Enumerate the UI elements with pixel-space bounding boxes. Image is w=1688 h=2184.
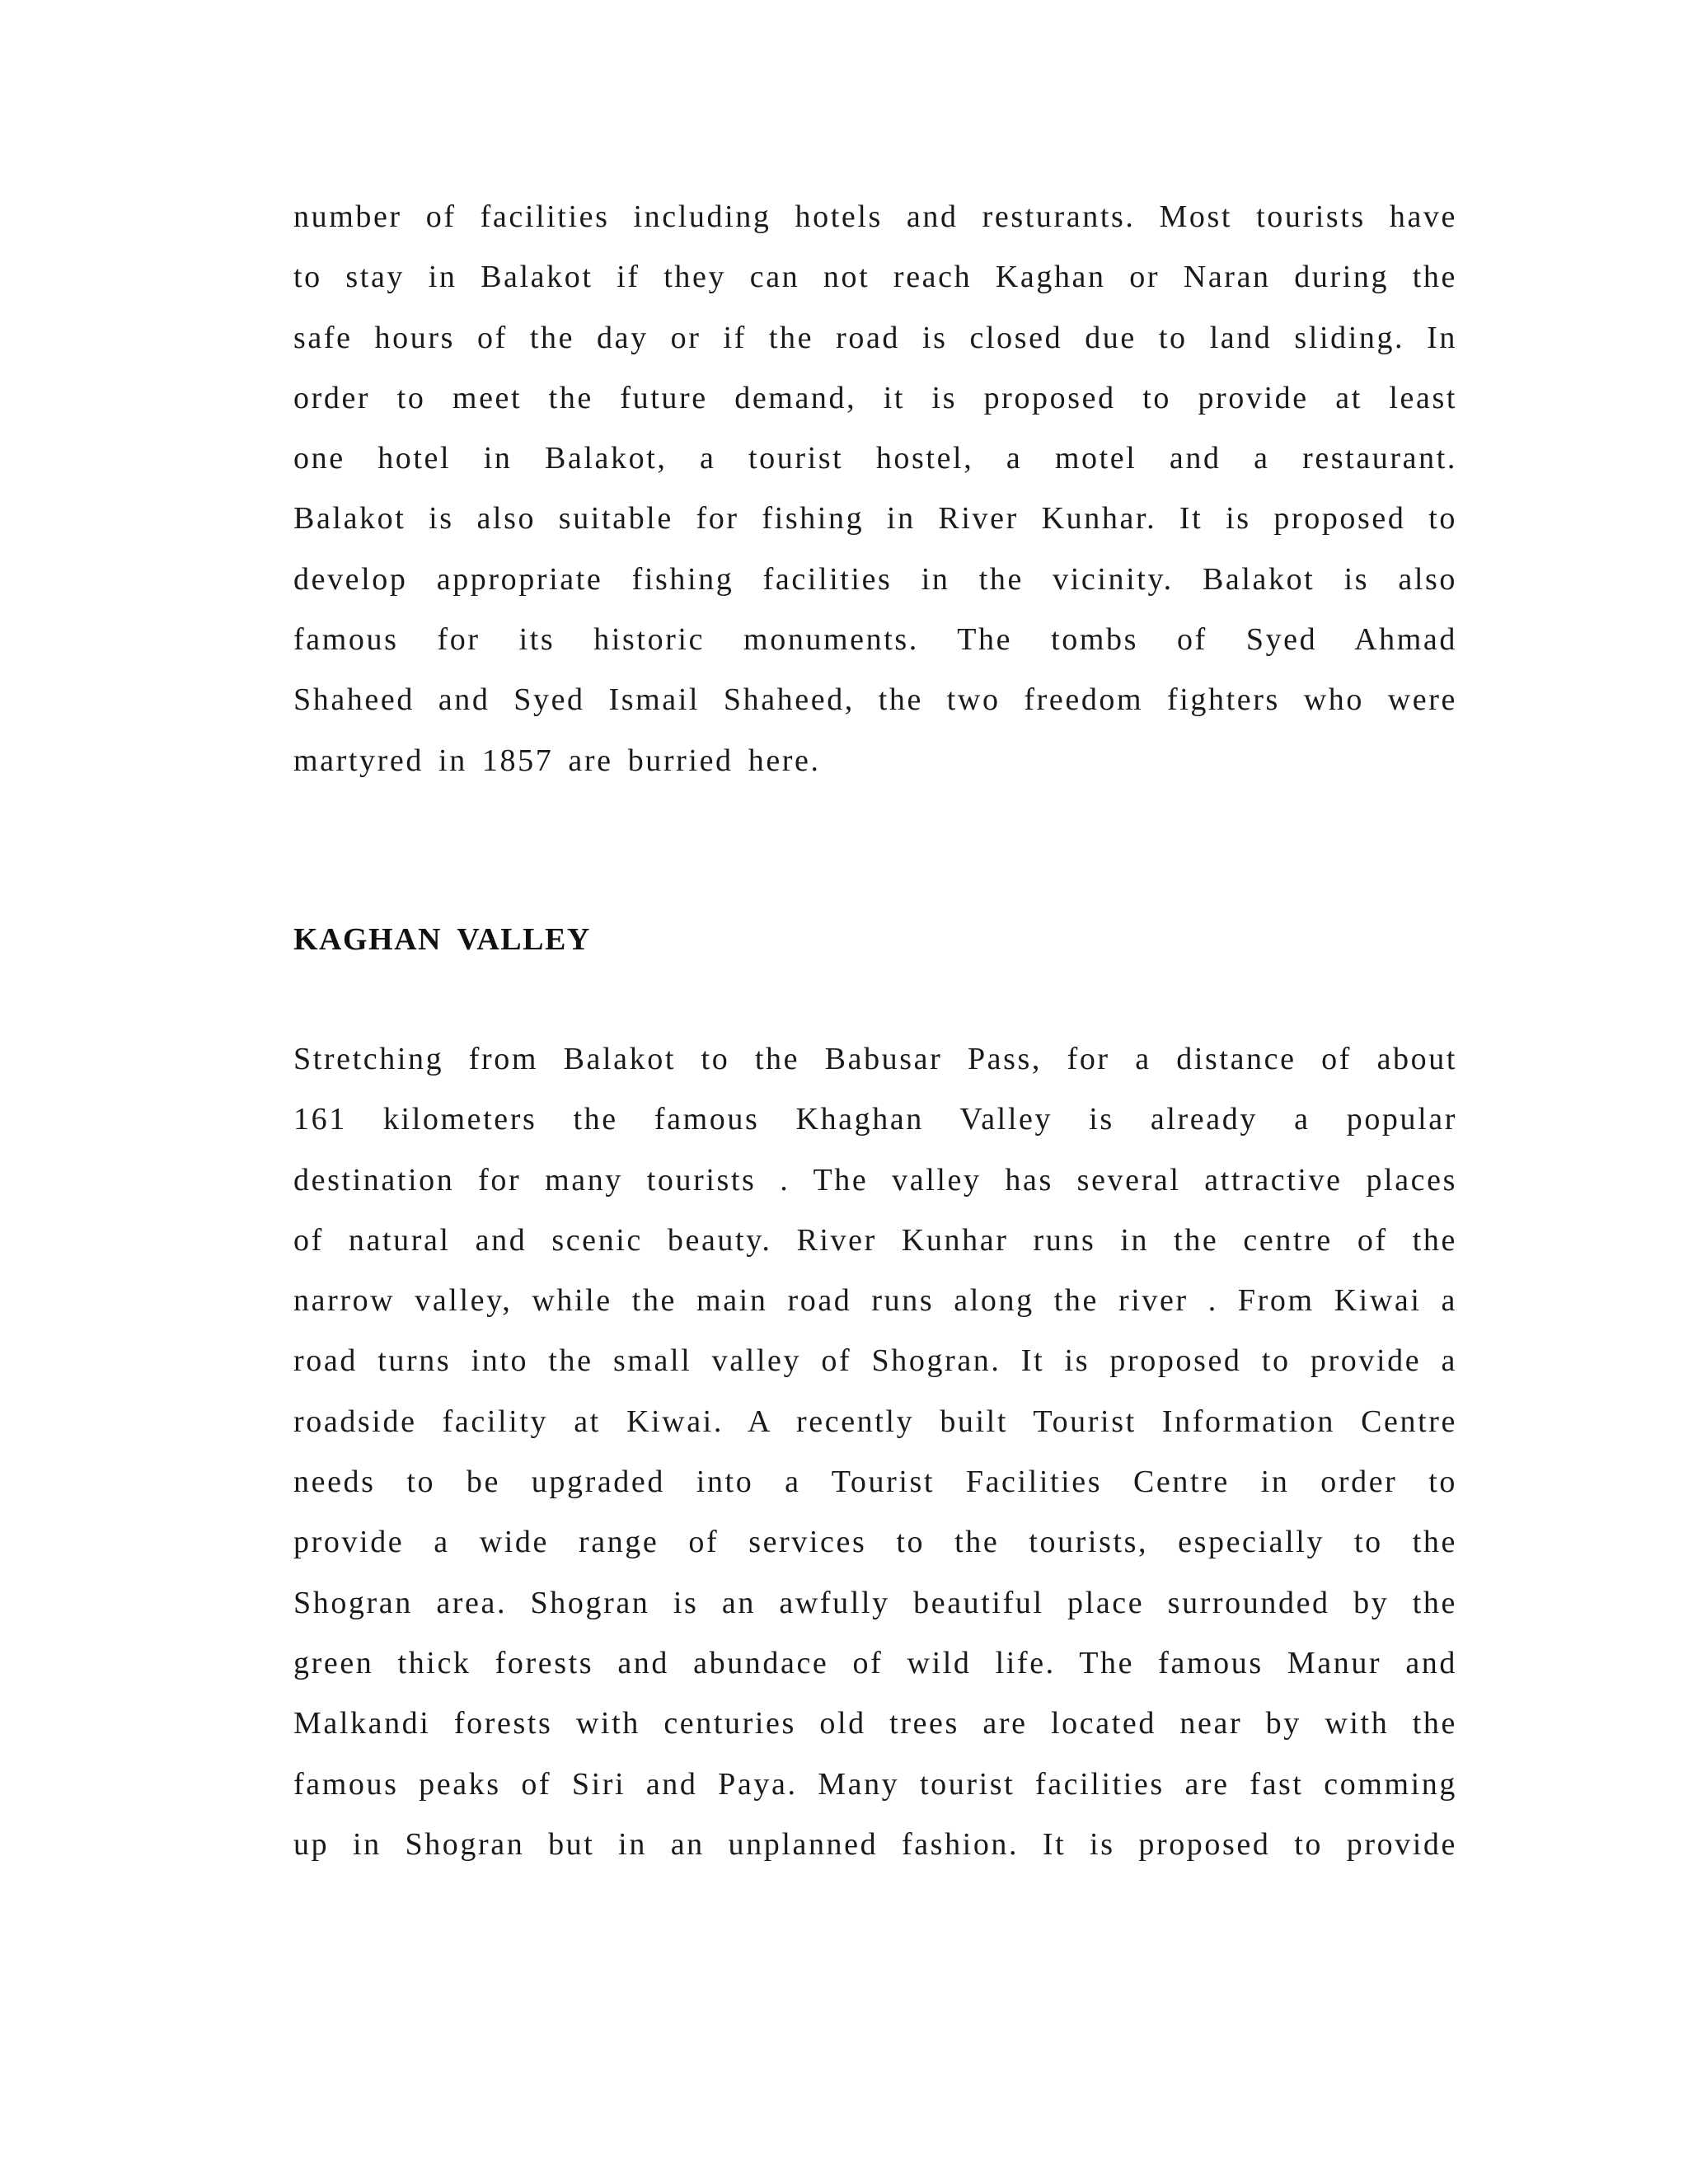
- text-line: one hotel in Balakot, a tourist hostel, a motel and a restaurant.: [293, 441, 1457, 476]
- paragraph-balakot: [293, 187, 1457, 791]
- text-line: Malkandi forests with centuries old trees are located near by with the: [293, 1706, 1457, 1741]
- text-line: roadside facility at Kiwai. A recently built Tourist Information Centre: [293, 1404, 1457, 1439]
- text-line: of natural and scenic beauty. River Kunhar runs in the centre of the: [293, 1222, 1457, 1258]
- text-line: Shaheed and Syed Ismail Shaheed, the two freedom fighters who were: [293, 682, 1457, 718]
- text-line: 161 kilometers the famous Khaghan Valley is already a popular: [293, 1102, 1457, 1137]
- text-line: Balakot is also suitable for fishing in River Kunhar. It is proposed to: [293, 501, 1457, 537]
- text-line: road turns into the small valley of Shogran. It is proposed to provide a: [293, 1343, 1457, 1379]
- text-line: to stay in Balakot if they can not reach Kaghan or Naran during the: [293, 260, 1457, 295]
- text-line: famous peaks of Siri and Paya. Many tourist facilities are fast comming: [293, 1766, 1457, 1802]
- text-line: provide a wide range of services to the tourists, especially to the: [293, 1525, 1457, 1560]
- text-line: destination for many tourists . The valley has several attractive places: [293, 1162, 1457, 1197]
- text-line: Shogran area. Shogran is an awfully beautiful place surrounded by the: [293, 1585, 1457, 1620]
- text-line: safe hours of the day or if the road is closed due to land sliding. In: [293, 320, 1457, 355]
- text-line: develop appropriate fishing facilities in the vicinity. Balakot is also: [293, 561, 1457, 597]
- text-line: narrow valley, while the main road runs along the river . From Kiwai a: [293, 1283, 1457, 1319]
- text-line: martyred in 1857 are burried here.: [293, 743, 821, 778]
- section-heading: KAGHAN VALLEY: [293, 922, 591, 957]
- paragraph-kaghan-valley: [293, 1029, 1457, 1875]
- text-line: famous for its historic monuments. The tombs of Syed Ahmad: [293, 622, 1457, 658]
- text-line: number of facilities including hotels and resturants. Most tourists have: [293, 199, 1457, 234]
- text-line: needs to be upgraded into a Tourist Facilities Centre in order to: [293, 1465, 1457, 1500]
- text-line: green thick forests and abundace of wild life. The famous Manur and: [293, 1645, 1457, 1680]
- text-line: order to meet the future demand, it is proposed to provide at least: [293, 380, 1457, 415]
- text-line: up in Shogran but in an unplanned fashion. It is proposed to provide: [293, 1826, 1457, 1862]
- text-line: Stretching from Balakot to the Babusar Pass, for a distance of about: [293, 1042, 1457, 1076]
